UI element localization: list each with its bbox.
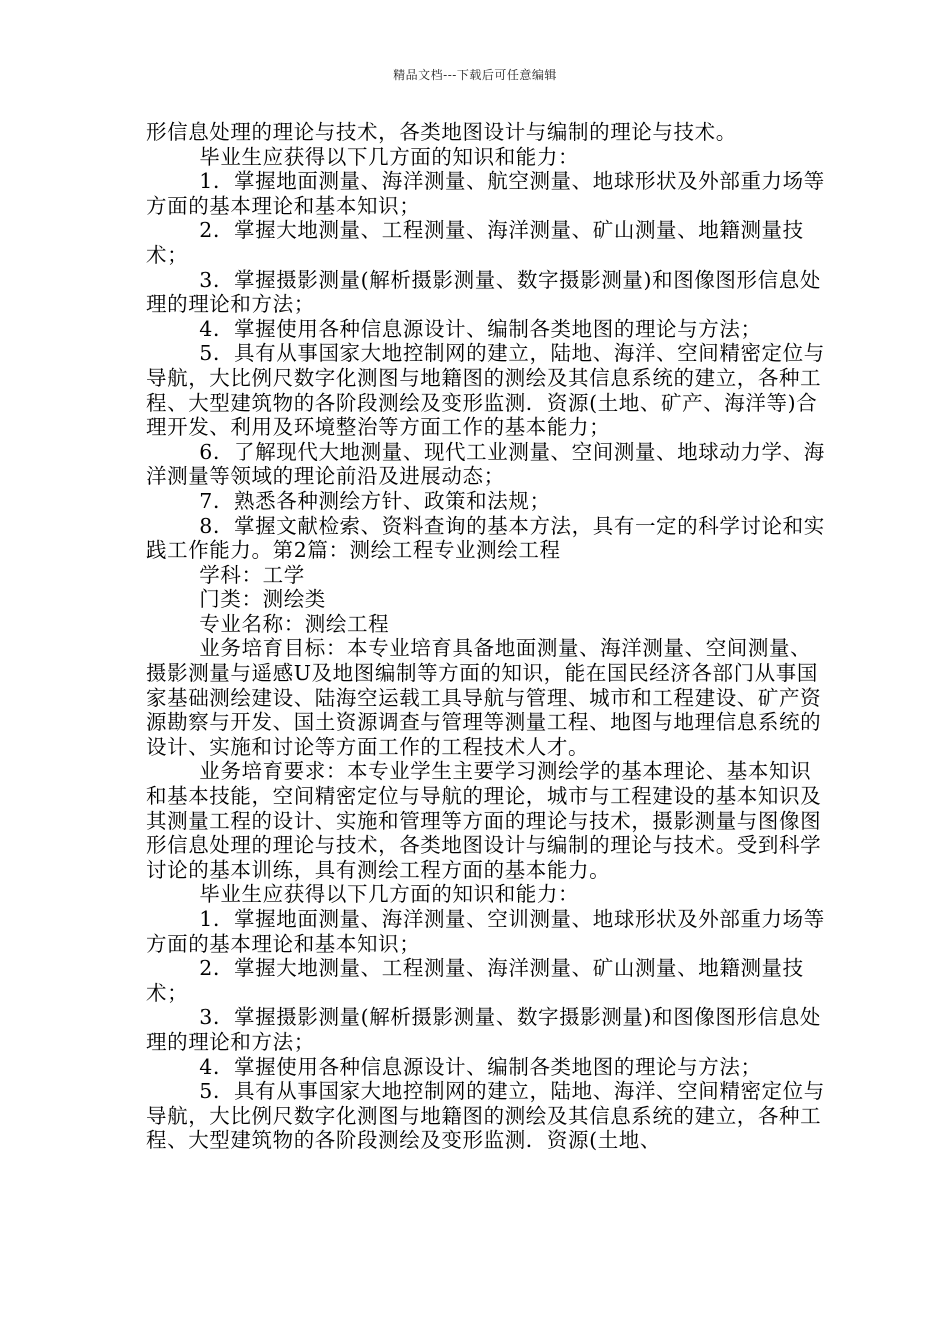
paragraph: 形信息处理的理论与技术，各类地图设计与编制的理论与技术。	[146, 120, 737, 144]
paragraph: 2．掌握大地测量、工程测量、海洋测量、矿山测量、地籍测量技术；	[146, 218, 804, 267]
paragraph: 6．了解现代大地测量、现代工业测量、空间测量、地球动力学、海洋测量等领域的理论前沿及进展动态；	[146, 439, 825, 489]
paragraph: 毕业生应获得以下几方面的知识和能力：	[199, 144, 580, 169]
paragraph: 业务培育目标：本专业培育具备地面测量、海洋测量、空间测量、摄影测量与遥感U及地图编制等方面的知识，能在国民经济各部门从事国家基础测绘建设、陆海空运载工具导航与管理、城市和工程建设、矿产资源勘察与开发、国土资源调查与管理等测量工程、地图与地理信息系统的设计、实施和讨论等方面工作的工程技术人才。	[146, 636, 822, 759]
paragraph: 2．掌握大地测量、工程测量、海洋测量、矿山测量、地籍测量技术；	[146, 956, 804, 1005]
paragraph: 3．掌握摄影测量(解析摄影测量、数字摄影测量)和图像图形信息处理的理论和方法；	[146, 267, 821, 317]
paragraph: 1．掌握地面测量、海洋测量、空训测量、地球形状及外部重力场等方面的基本理论和基本知识；	[146, 907, 825, 956]
paragraph: 1．掌握地面测量、海洋测量、航空测量、地球形状及外部重力场等方面的基本理论和基本知识；	[146, 169, 825, 218]
paragraph: 4．掌握使用各种信息源设计、编制各类地图的理论与方法；	[199, 316, 762, 341]
document-body	[146, 120, 826, 1153]
paragraph: 门类：测绘类	[199, 587, 326, 612]
paragraph: 业务培育要求：本专业学生主要学习测绘学的基本理论、基本知识和基本技能，空间精密定位与导航的理论，城市与工程建设的基本知识及其测量工程的设计、实施和管理等方面的理论与技术，摄影测量与图像图形信息处理的理论与技术，各类地图设计与编制的理论与技术。受到科学讨论的基本训练，具有测绘工程方面的基本能力。	[146, 759, 822, 882]
paragraph: 5．具有从事国家大地控制网的建立，陆地、海洋、空间精密定位与导航，大比例尺数字化测图与地籍图的测绘及其信息系统的建立，各种工程、大型建筑物的各阶段测绘及变形监测．资源(土地、	[146, 1079, 825, 1153]
page-header: 精品文档---下载后可任意编辑	[393, 68, 557, 82]
paragraph: 专业名称：测绘工程	[199, 611, 390, 636]
paragraph: 5．具有从事国家大地控制网的建立，陆地、海洋、空间精密定位与导航，大比例尺数字化测图与地籍图的测绘及其信息系统的建立，各种工程、大型建筑物的各阶段测绘及变形监测．资源(土地、矿产、海洋等)合理开发、利用及环境整治等方面工作的基本能力；	[146, 341, 825, 440]
paragraph: 8．掌握文献检索、资料查询的基本方法，具有一定的科学讨论和实践工作能力。第2篇：测绘工程专业测绘工程	[146, 513, 825, 563]
paragraph: 学科：工学	[199, 562, 305, 587]
paragraph: 3．掌握摄影测量(解析摄影测量、数字摄影测量)和图像图形信息处理的理论和方法；	[146, 1005, 821, 1054]
paragraph: 7．熟悉各种测绘方针、政策和法规；	[199, 488, 551, 513]
paragraph: 4．掌握使用各种信息源设计、编制各类地图的理论与方法；	[199, 1054, 762, 1079]
paragraph: 毕业生应获得以下几方面的知识和能力：	[199, 882, 580, 907]
